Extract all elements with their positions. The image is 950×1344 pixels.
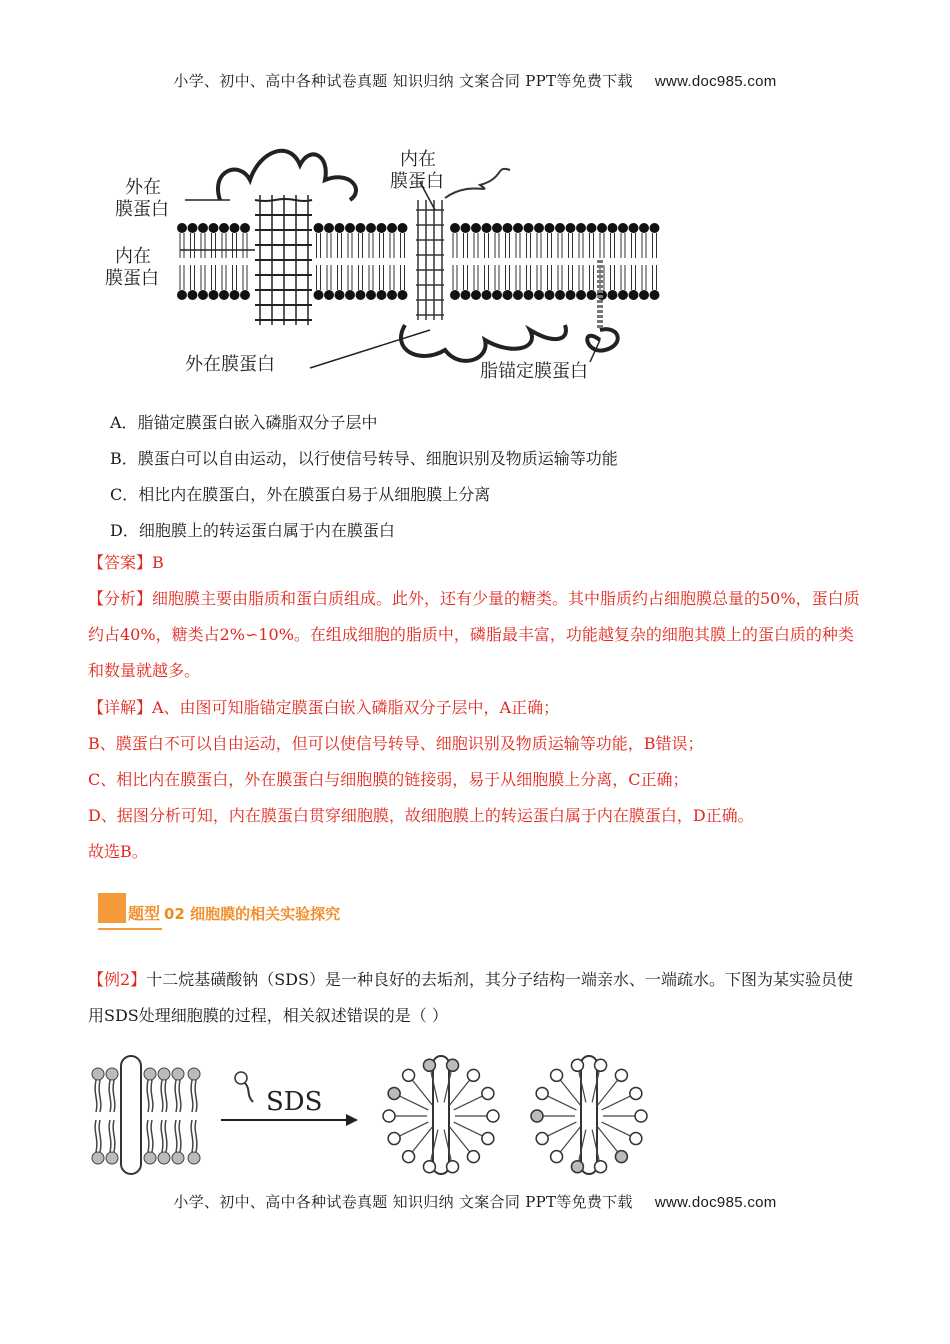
lipid-head (209, 223, 219, 233)
option-a: A．脂锚定膜蛋白嵌入磷脂双分子层中 (110, 413, 378, 432)
lipid-head (324, 223, 334, 233)
lipid-head (555, 223, 565, 233)
micelle-head (403, 1151, 415, 1163)
lipid-head (608, 290, 618, 300)
section-heading (98, 893, 498, 933)
micelle-head (482, 1087, 494, 1099)
lipid-head (387, 223, 397, 233)
lipid-head (534, 223, 544, 233)
section-title: 02 细胞膜的相关实验探究 (164, 905, 341, 923)
section-tag: 题型 (128, 904, 161, 923)
lipid-head (230, 223, 240, 233)
detail-line-2: B、膜蛋白不可以自由运动，但可以使信号转导、细胞识别及物质运输等功能，B错误； (88, 734, 704, 753)
lipid-head (398, 223, 408, 233)
membrane-protein (433, 1056, 449, 1174)
lipid-head (587, 290, 597, 300)
lipid-head (198, 290, 208, 300)
arrow-head (346, 1114, 358, 1126)
lipid-head (608, 223, 618, 233)
lipid-head (209, 290, 219, 300)
lipid-head (377, 223, 387, 233)
lipid-head (314, 223, 324, 233)
micelle-head (615, 1069, 627, 1081)
lipid-head (639, 290, 649, 300)
example-2-text: 十二烷基磺酸钠（SDS）是一种良好的去垢剂，其分子结构一端亲水、一端疏水。下图为某实验员使用SDS处理细胞膜的过程，相关叙述错误的是（ ） (88, 970, 853, 1025)
micelle-head (536, 1087, 548, 1099)
micelle-head (595, 1161, 607, 1173)
lipid-head (240, 290, 250, 300)
lipid-head (545, 223, 555, 233)
page-header (0, 70, 950, 91)
lipid-head (461, 290, 471, 300)
micelle-head (403, 1069, 415, 1081)
lipid-head (555, 290, 565, 300)
intrinsic-protein-helix-left (255, 195, 312, 325)
lipid-head (324, 290, 334, 300)
extrinsic-protein-top (218, 151, 356, 200)
lipid-head (450, 223, 460, 233)
lipid-head (92, 1068, 104, 1080)
lipid-head (545, 290, 555, 300)
label-intrinsic-left-2: 膜蛋白 (105, 268, 159, 289)
micelle-head (630, 1087, 642, 1099)
label-lipid-anchored: 脂锚定膜蛋白 (480, 361, 588, 382)
lipid-head (177, 290, 187, 300)
micelle-head (447, 1059, 459, 1071)
extrinsic-protein-bottom (401, 325, 566, 361)
micelle-head (571, 1059, 583, 1071)
micelle-1 (383, 1056, 499, 1174)
lipid-head (597, 223, 607, 233)
lipid-head (629, 223, 639, 233)
lipid-head (639, 223, 649, 233)
micelle-head (571, 1161, 583, 1173)
lipid-head (503, 223, 513, 233)
micelle-head (423, 1161, 435, 1173)
micelle-head (467, 1069, 479, 1081)
label-intrinsic-top-2: 膜蛋白 (390, 171, 444, 192)
detail-line-3: C、相比内在膜蛋白，外在膜蛋白与细胞膜的链接弱，易于从细胞膜上分离，C正确； (88, 770, 689, 789)
micelle-head (388, 1087, 400, 1099)
lipid-head (587, 223, 597, 233)
analysis: 【分析】细胞膜主要由脂质和蛋白质组成。此外，还有少量的糖类。其中脂质约占细胞膜总量的50%，蛋白质约占40%，糖类占2%∽10%。在组成细胞的脂质中，磷脂最丰富，功能越复杂的细胞其膜上的蛋白质的种类和数量就越多。 (88, 589, 860, 680)
micelle-head (536, 1133, 548, 1145)
lipid-head (482, 223, 492, 233)
lipid-head (366, 290, 376, 300)
lipid-head (188, 290, 198, 300)
option-d: D．细胞膜上的转运蛋白属于内在膜蛋白 (110, 521, 395, 540)
lipid-head (172, 1152, 184, 1164)
lipid-head (450, 290, 460, 300)
header-url[interactable]: www.doc985.com (654, 73, 777, 90)
lipid-head (345, 223, 355, 233)
lipid-head (566, 223, 576, 233)
lipid-head (471, 290, 481, 300)
lipid-head (618, 223, 628, 233)
footer-text: 小学、初中、高中各种试卷真题 知识归纳 文案合同 PPT等免费下载 (173, 1193, 633, 1211)
micelle-head (388, 1133, 400, 1145)
membrane-protein-diagram (100, 140, 660, 385)
micelle-head (482, 1133, 494, 1145)
page-footer (0, 1191, 950, 1212)
lipid-head (240, 223, 250, 233)
micelle-head (551, 1151, 563, 1163)
lipid-head (177, 223, 187, 233)
micelle-head (630, 1133, 642, 1145)
option-b: B．膜蛋白可以自由运动，以行使信号转导、细胞识别及物质运输等功能 (110, 449, 618, 468)
lipid-head (356, 290, 366, 300)
lipid-head (650, 290, 660, 300)
lipid-head (144, 1152, 156, 1164)
option-c: C．相比内在膜蛋白，外在膜蛋白易于从细胞膜上分离 (110, 485, 491, 504)
lipid-head (219, 290, 229, 300)
sds-process-diagram (86, 1050, 656, 1180)
lipid-head (188, 1068, 200, 1080)
lipid-head (576, 223, 586, 233)
label-intrinsic-top-1: 内在 (400, 149, 436, 170)
lipid-head (398, 290, 408, 300)
micelle-head (447, 1161, 459, 1173)
lipid-head (158, 1068, 170, 1080)
lipid-head (144, 1068, 156, 1080)
lipid-head (461, 223, 471, 233)
membrane-bilayer (92, 1068, 200, 1164)
label-extrinsic-top-1: 外在 (125, 177, 161, 198)
lipid-head (356, 223, 366, 233)
lipid-head (524, 223, 534, 233)
lipid-head (106, 1068, 118, 1080)
lipid-head (576, 290, 586, 300)
lipid-head (172, 1068, 184, 1080)
micelle-head (635, 1110, 647, 1122)
lipid-head (335, 223, 345, 233)
micelle-head (423, 1059, 435, 1071)
lipid-anchored-protein (587, 329, 617, 350)
micelle-head (467, 1151, 479, 1163)
lipid-head (377, 290, 387, 300)
detail-line-1: 【详解】A、由图可知脂锚定膜蛋白嵌入磷脂双分子层中，A正确； (88, 698, 560, 717)
lipid-head (524, 290, 534, 300)
answer: 【答案】B (88, 553, 164, 572)
membrane-protein (581, 1056, 597, 1174)
lipid-head (106, 1152, 118, 1164)
micelle-head (615, 1151, 627, 1163)
micelle-head (531, 1110, 543, 1122)
example-2-mark: 【例2】 (88, 970, 147, 989)
micelle-head (383, 1110, 395, 1122)
section-underline (98, 928, 162, 930)
lipid-head (158, 1152, 170, 1164)
sds-arrow-label: SDS (266, 1087, 323, 1117)
lipid-head (471, 223, 481, 233)
lipid-head (314, 290, 324, 300)
header-text: 小学、初中、高中各种试卷真题 知识归纳 文案合同 PPT等免费下载 (173, 72, 633, 90)
lipid-head (230, 290, 240, 300)
label-extrinsic-bottom: 外在膜蛋白 (185, 354, 275, 375)
lipid-head (650, 223, 660, 233)
detail-line-4: D、据图分析可知，内在膜蛋白贯穿细胞膜，故细胞膜上的转运蛋白属于内在膜蛋白，D正确。 (88, 806, 754, 825)
membrane-protein-left (121, 1056, 141, 1174)
footer-url[interactable]: www.doc985.com (654, 1194, 777, 1211)
lipid-head (534, 290, 544, 300)
lipid-head (188, 1152, 200, 1164)
lipid-head (366, 223, 376, 233)
micelle-head (551, 1069, 563, 1081)
lipid-head (629, 290, 639, 300)
micelle-head (595, 1059, 607, 1071)
micelle-2 (531, 1056, 647, 1174)
label-intrinsic-left-1: 内在 (115, 246, 151, 267)
lipid-head (513, 290, 523, 300)
lipid-head (219, 223, 229, 233)
detail-conclusion: 故选B。 (88, 842, 148, 861)
example-2 (88, 962, 868, 1034)
lipid-head (492, 290, 502, 300)
lipid-head (618, 290, 628, 300)
section-marker (98, 893, 126, 923)
sds-molecule (235, 1072, 247, 1084)
lipid-head (482, 290, 492, 300)
lipid-head (513, 223, 523, 233)
lipid-head (188, 223, 198, 233)
label-extrinsic-top-2: 膜蛋白 (115, 199, 169, 220)
micelle-head (487, 1110, 499, 1122)
lipid-head (503, 290, 513, 300)
lipid-head (198, 223, 208, 233)
lipid-head (335, 290, 345, 300)
lipid-head (492, 223, 502, 233)
lipid-head (387, 290, 397, 300)
lipid-head (345, 290, 355, 300)
lipid-head (92, 1152, 104, 1164)
lipid-head (566, 290, 576, 300)
